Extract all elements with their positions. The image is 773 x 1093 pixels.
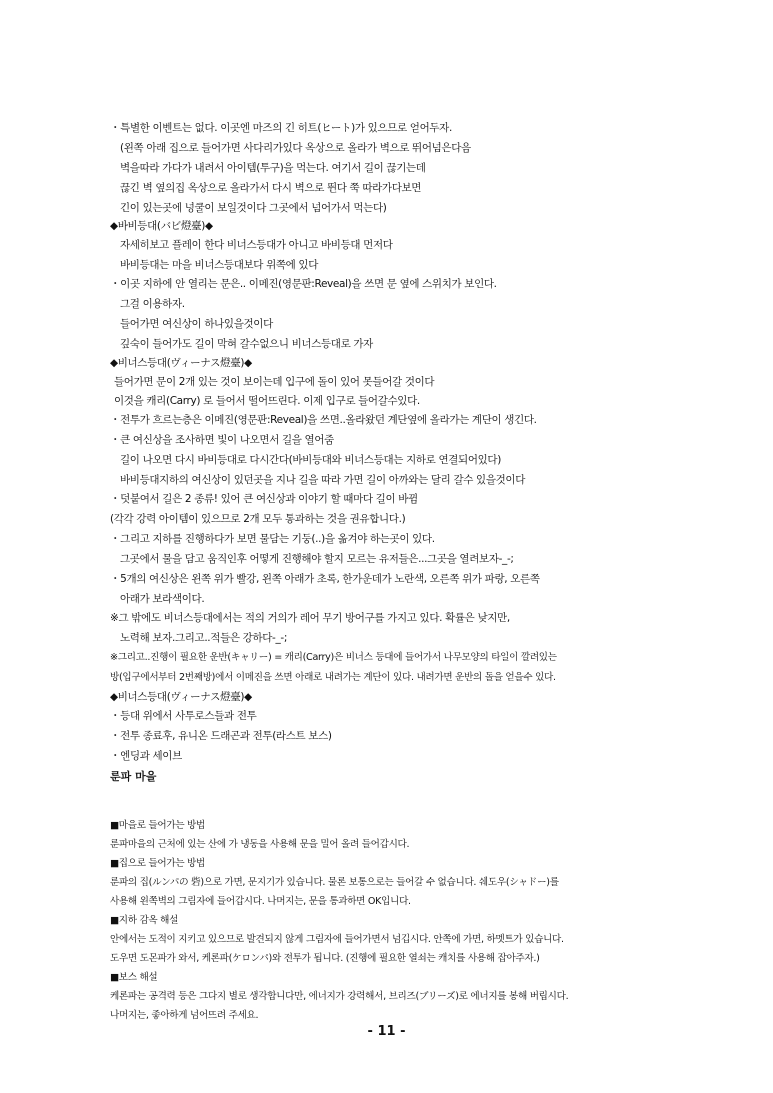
text-line: 바비등대지하의 여신상이 있던곳을 지나 길을 따라 가면 길이 아까와는 달리 갈수 있을것이다 <box>120 474 525 486</box>
text-line: 그걸 이용하자. <box>120 298 185 310</box>
text-line: ・엔딩과 세이브 <box>110 750 182 762</box>
text-line: 이것을 캐리(Carry) 로 들어서 떨어뜨린다. 이제 입구로 들어갈수있다. <box>114 395 420 407</box>
text-line: ・5개의 여신상은 왼쪽 위가 빨강, 왼쪽 아래가 초록, 한가운데가 노란색, 오른쪽 위가 파랑, 오른쪽 <box>110 573 540 585</box>
text-line: ・큰 여신상을 조사하면 빛이 나오면서 길을 열어줌 <box>110 434 334 446</box>
text-line: 들어가면 문이 2개 있는 것이 보이는데 입구에 돌이 있어 못들어갈 것이다 <box>114 376 435 388</box>
text-line: 깊숙이 들어가도 길이 막혀 갈수없으니 비너스등대로 가자 <box>120 338 373 350</box>
text-line: 자세히보고 플레이 한다 비너스등대가 아니고 바비등대 먼저다 <box>120 239 393 251</box>
text-line: ※그리고..진행이 필요한 운반(キャリー) = 캐리(Carry)은 비너스 등대에 들어가서 나무모양의 타일이 깔려있는 <box>110 652 557 663</box>
text-line: ・등대 위에서 사투로스들과 전투 <box>110 710 257 722</box>
text-line: ・전투 종료후, 유니온 드래곤과 전투(라스트 보스) <box>110 730 332 742</box>
text-line: 들어가면 여신상이 하나있을것이다 <box>120 318 273 330</box>
text-line: ・특별한 이벤트는 없다. 이곳엔 마즈의 긴 히트(ヒート)가 있으므로 얻어두자. <box>110 122 452 134</box>
text-line: 노력해 보자.그리고..적들은 강하다-_-; <box>120 632 288 644</box>
text-line: 사용해 왼쪽벽의 그림자에 들어갑시다. 나머지는, 문을 통과하면 OK입니다. <box>110 896 411 907</box>
text-line: 케론파는 공격력 등은 그다지 별로 생각합니다만, 에너지가 강력해서, 브리즈(ブリーズ)로 에너지를 봉해 버립시다. <box>110 991 569 1002</box>
text-line: 길이 나오면 다시 바비등대로 다시간다(바비등대와 비너스등대는 지하로 연결되어있다) <box>120 454 501 466</box>
text-line: 끊긴 벽 옆의집 옥상으로 올라가서 다시 벽으로 뛴다 쭉 따라가다보면 <box>120 182 422 194</box>
text-line: ・전투가 흐르는층은 이메진(영문판:Reveal)을 쓰면..올라왔던 계단옆에 올라가는 계단이 생긴다. <box>110 414 537 426</box>
text-line: ■집으로 들어가는 방법 <box>110 858 205 869</box>
text-line: ◆비너스등대(ヴィーナス燈臺)◆ <box>110 691 252 703</box>
text-line: 룬파마을의 근처에 있는 산에 가 냉동을 사용해 문을 밀어 올려 들어갑시다. <box>110 839 410 850</box>
text-line: (각각 강력 아이템이 있으므로 2개 모두 통과하는 것을 권유합니다.) <box>110 513 406 525</box>
text-line: ※그 밖에도 비너스등대에서는 적의 거의가 레어 무기 방어구를 가지고 있다. 확률은 낮지만, <box>110 612 510 624</box>
text-line: 바비등대는 마을 비너스등대보다 위쪽에 있다 <box>120 259 319 271</box>
text-line: 안에서는 도적이 지키고 있으므로 발견되지 않게 그림자에 들어가면서 넘깁시다. 안쪽에 가면, 하멧트가 있습니다. <box>110 934 564 945</box>
text-line: ■마을로 들어가는 방법 <box>110 820 205 831</box>
text-line: 아래가 보라색이다. <box>120 593 205 605</box>
text-line: 도우면 도몬파가 와서, 케론파(ケロンパ)와 전투가 됩니다. (진행에 필요한 열쇠는 캐치를 사용해 잡아주자.) <box>110 953 540 964</box>
text-line: ◆바비등대(バビ燈臺)◆ <box>110 220 213 232</box>
text-line: 나머지는, 좋아하게 넘어뜨려 주세요. <box>110 1010 259 1021</box>
text-line: ■보스 해설 <box>110 972 158 983</box>
text-line: 긴이 있는곳에 넝쿨이 보일것이다 그곳에서 넘어가서 먹는다) <box>120 202 387 214</box>
text-line: (왼쪽 아래 집으로 들어가면 사다리가있다 옥상으로 올라가 벽으로 뛰어넘은다음 <box>120 142 471 154</box>
section-title: 룬파 마을 <box>110 770 157 783</box>
text-line: ■지하 감옥 해설 <box>110 915 179 926</box>
text-line: ・이곳 지하에 안 열리는 문은.. 이메진(영문판:Reveal)을 쓰면 문 옆에 스위치가 보인다. <box>110 278 497 290</box>
text-line: ・그리고 지하를 진행하다가 보면 물담는 기둥(..)을 옮겨야 하는곳이 있다. <box>110 533 435 545</box>
text-line: 그곳에서 물을 담고 움직인후 어떻게 진행해야 할지 모르는 유저들은...그곳을 열려보자-_-; <box>120 553 514 565</box>
text-line: 방(입구에서부터 2번째방)에서 이메진을 쓰면 아래로 내려가는 계단이 있다. 내려가면 운반의 돌을 얻을수 있다. <box>110 672 556 683</box>
page-number: - 11 - <box>367 1024 406 1039</box>
text-line: 벽을따라 가다가 내려서 아이템(투구)을 먹는다. 여기서 길이 끊기는데 <box>120 162 426 174</box>
text-line: ・덧붙여서 길은 2 종류! 있어 큰 여신상과 이야기 할 때마다 길이 바뀜 <box>110 493 418 505</box>
text-line: 룬파의 집(ルンパの 砦)으로 가면, 문지기가 있습니다. 물론 보통으로는 들어갈 수 없습니다. 쉐도우(シャドー)를 <box>110 877 559 888</box>
text-line: ◆비너스등대(ヴィーナス燈臺)◆ <box>110 357 252 369</box>
